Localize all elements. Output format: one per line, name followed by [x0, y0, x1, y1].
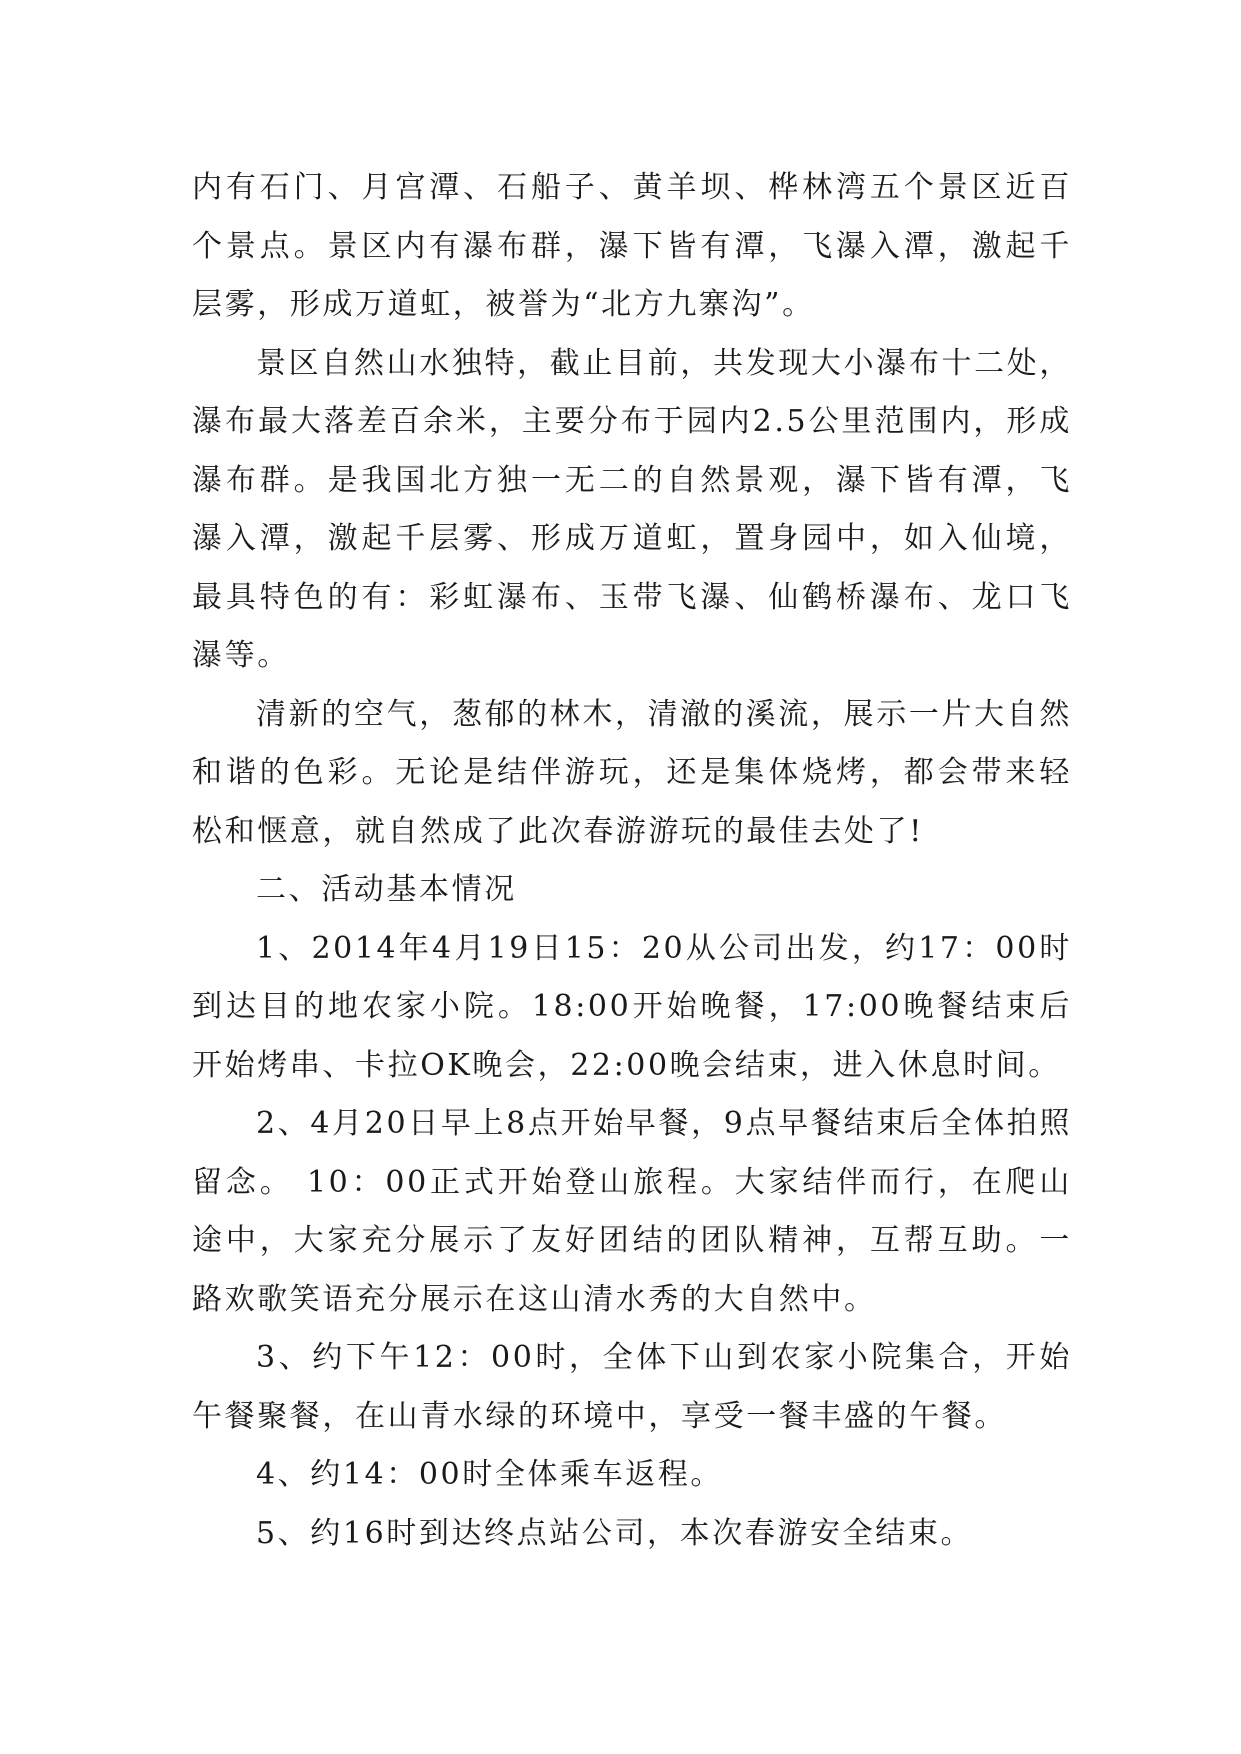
paragraph-waterfalls: 景区自然山水独特，截止目前，共发现大小瀑布十二处，瀑布最大落差百余米，主要分布于园内2.5公里范围内，形成瀑布群。是我国北方独一无二的自然景观，瀑下皆有潭，飞瀑入潭，激起千层雾、形成万道虹，置身园中，如入仙境，最具特色的有：彩虹瀑布、玉带飞瀑、仙鹤桥瀑布、龙口飞瀑等。: [192, 345, 1072, 673]
list-item-arrival: 5、约16时到达终点站公司，本次春游安全结束。: [256, 1515, 974, 1551]
paragraph-scenic-areas: 内有石门、月宫潭、石船子、黄羊坝、桦林湾五个景区近百个景点。景区内有瀑布群，瀑下皆有潭，飞瀑入潭，激起千层雾，形成万道虹，被誉为“北方九寨沟”。: [192, 170, 1072, 322]
paragraph-nature: 清新的空气，葱郁的林木，清澈的溪流，展示一片大自然和谐的色彩。无论是结伴游玩，还是集体烧烤，都会带来轻松和惬意，就自然成了此次春游游玩的最佳去处了!: [192, 696, 1072, 849]
section-heading-activity: 二、活动基本情况: [256, 872, 517, 907]
list-item-day2: 2、4月20日早上8点开始早餐，9点早餐结束后全体拍照留念。 10：00正式开始登山旅程。大家结伴而行，在爬山途中，大家充分展示了友好团结的团队精神，互帮互助。一路欢歌笑语充分展示在这山清水秀的大自然中。: [192, 1106, 1072, 1317]
list-item-day1: 1、2014年4月19日15：20从公司出发，约17：00时到达目的地农家小院。18:00开始晚餐，17:00晚餐结束后开始烤串、卡拉OK晚会，22:00晚会结束，进入休息时间。: [192, 930, 1072, 1083]
document-body: [192, 159, 1072, 1563]
list-item-return: 4、约14：00时全体乘车返程。: [256, 1457, 724, 1492]
list-item-lunch: 3、约下午12：00时，全体下山到农家小院集合，开始午餐聚餐，在山青水绿的环境中，享受一餐丰盛的午餐。: [192, 1340, 1072, 1434]
